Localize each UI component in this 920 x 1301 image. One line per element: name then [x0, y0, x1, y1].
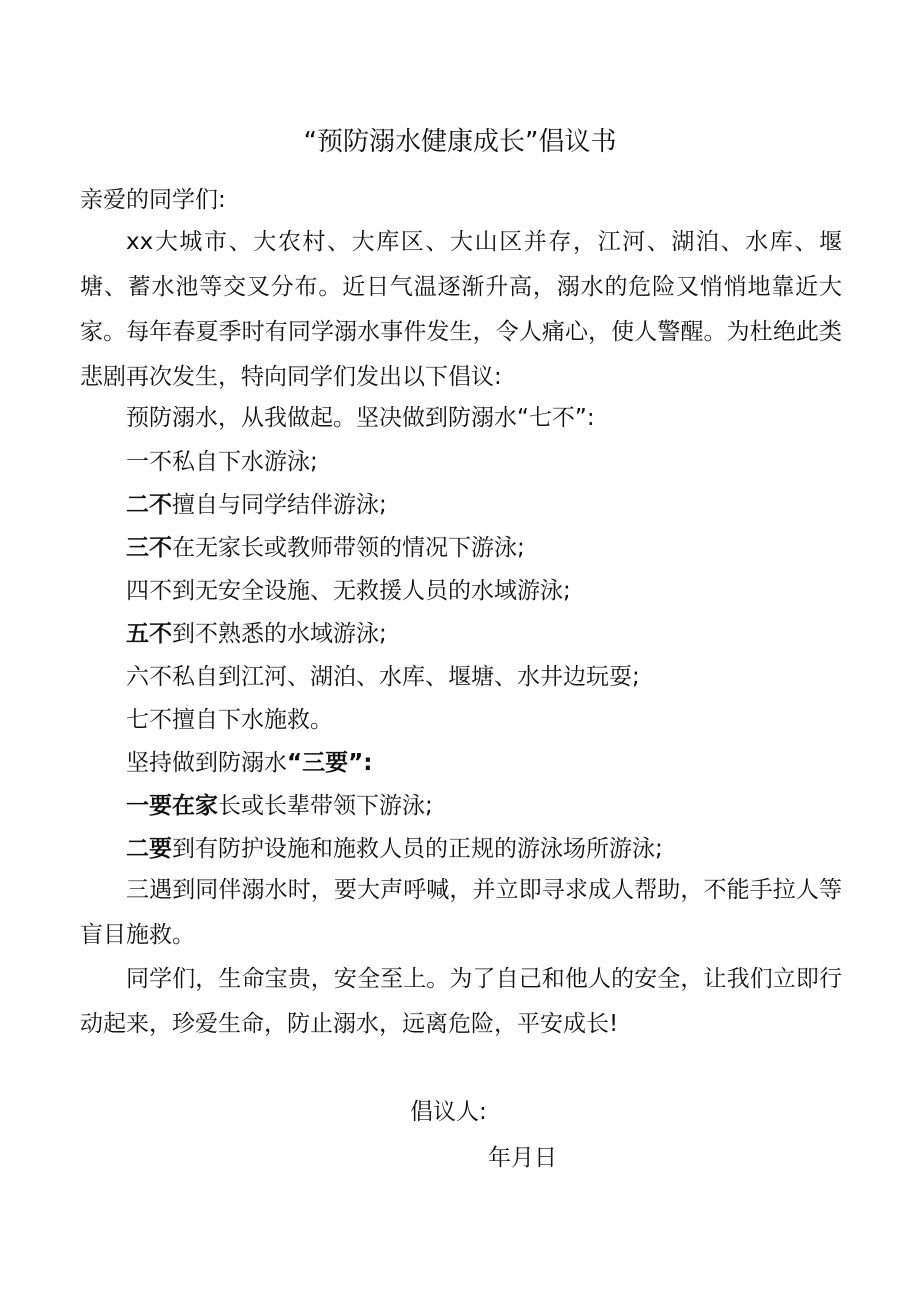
three-intro-bold: “三要”: — [287, 750, 373, 776]
three-rules-intro — [126, 747, 372, 779]
rule-text: 七不擅自下水施救。 — [126, 707, 333, 733]
rule-text: 四不到无安全设施、无救援人员的水域游泳; — [126, 578, 571, 604]
rule-seven-1 — [126, 446, 318, 478]
intro-paragraph: xx大城市、大农村、大库区、大山区并存，江河、湖泊、水库、堰塘、蓄水池等交叉分布。近日气温逐渐升高，溺水的危险又悄悄地靠近大家。每年春夏季时有同学溺水事件发生，令人痛心，使人警醒。为杜绝此类悲剧再次发生，特向同学们发出以下倡议: — [80, 229, 842, 390]
rule-seven-4 — [126, 575, 571, 607]
date-label: 年月日 — [488, 1145, 557, 1171]
proposer-label: 倡议人: — [410, 1099, 487, 1125]
rule-bold: 一要在家 — [126, 793, 218, 819]
rule-bold: 二不 — [126, 492, 172, 518]
rule-bold: 二要 — [126, 836, 172, 862]
rule-three-3: 三遇到同伴溺水时，要大声呼喊，并立即寻求成人帮助，不能手拉人等盲目施救。 — [80, 877, 842, 948]
greeting: 亲爱的同学们: — [80, 187, 226, 213]
rule-seven-2 — [126, 489, 387, 521]
document-title: “预防溺水健康成长”倡议书 — [303, 127, 617, 157]
rule-seven-5 — [126, 618, 387, 650]
rule-bold: 五不 — [126, 621, 172, 647]
seven-rules-intro: 预防溺水，从我做起。坚决做到防溺水“七不”: — [126, 405, 595, 431]
rule-text: 六不私自到江河、湖泊、水库、堰塘、水井边玩耍; — [126, 664, 640, 690]
closing-paragraph: 同学们，生命宝贵，安全至上。为了自己和他人的安全，让我们立即行动起来，珍爱生命，防止溺水，远离危险，平安成长! — [80, 966, 842, 1037]
rule-text: 长或长辈带领下游泳; — [218, 793, 433, 819]
rule-text: 在无家长或教师带领的情况下游泳; — [172, 535, 525, 561]
rule-bold: 三不 — [126, 535, 172, 561]
rule-text: 一不私自下水游泳; — [126, 449, 318, 475]
rule-text: 到不熟悉的水域游泳; — [172, 621, 387, 647]
rule-seven-7 — [126, 704, 333, 736]
rule-three-1 — [126, 790, 433, 822]
rule-seven-3 — [126, 532, 525, 564]
three-intro-text: 坚持做到防溺水 — [126, 750, 287, 776]
rule-text: 擅自与同学结伴游泳; — [172, 492, 387, 518]
rule-seven-6 — [126, 661, 640, 693]
rule-text: 到有防护设施和施救人员的正规的游泳场所游泳; — [172, 836, 663, 862]
rule-three-2 — [126, 833, 663, 865]
